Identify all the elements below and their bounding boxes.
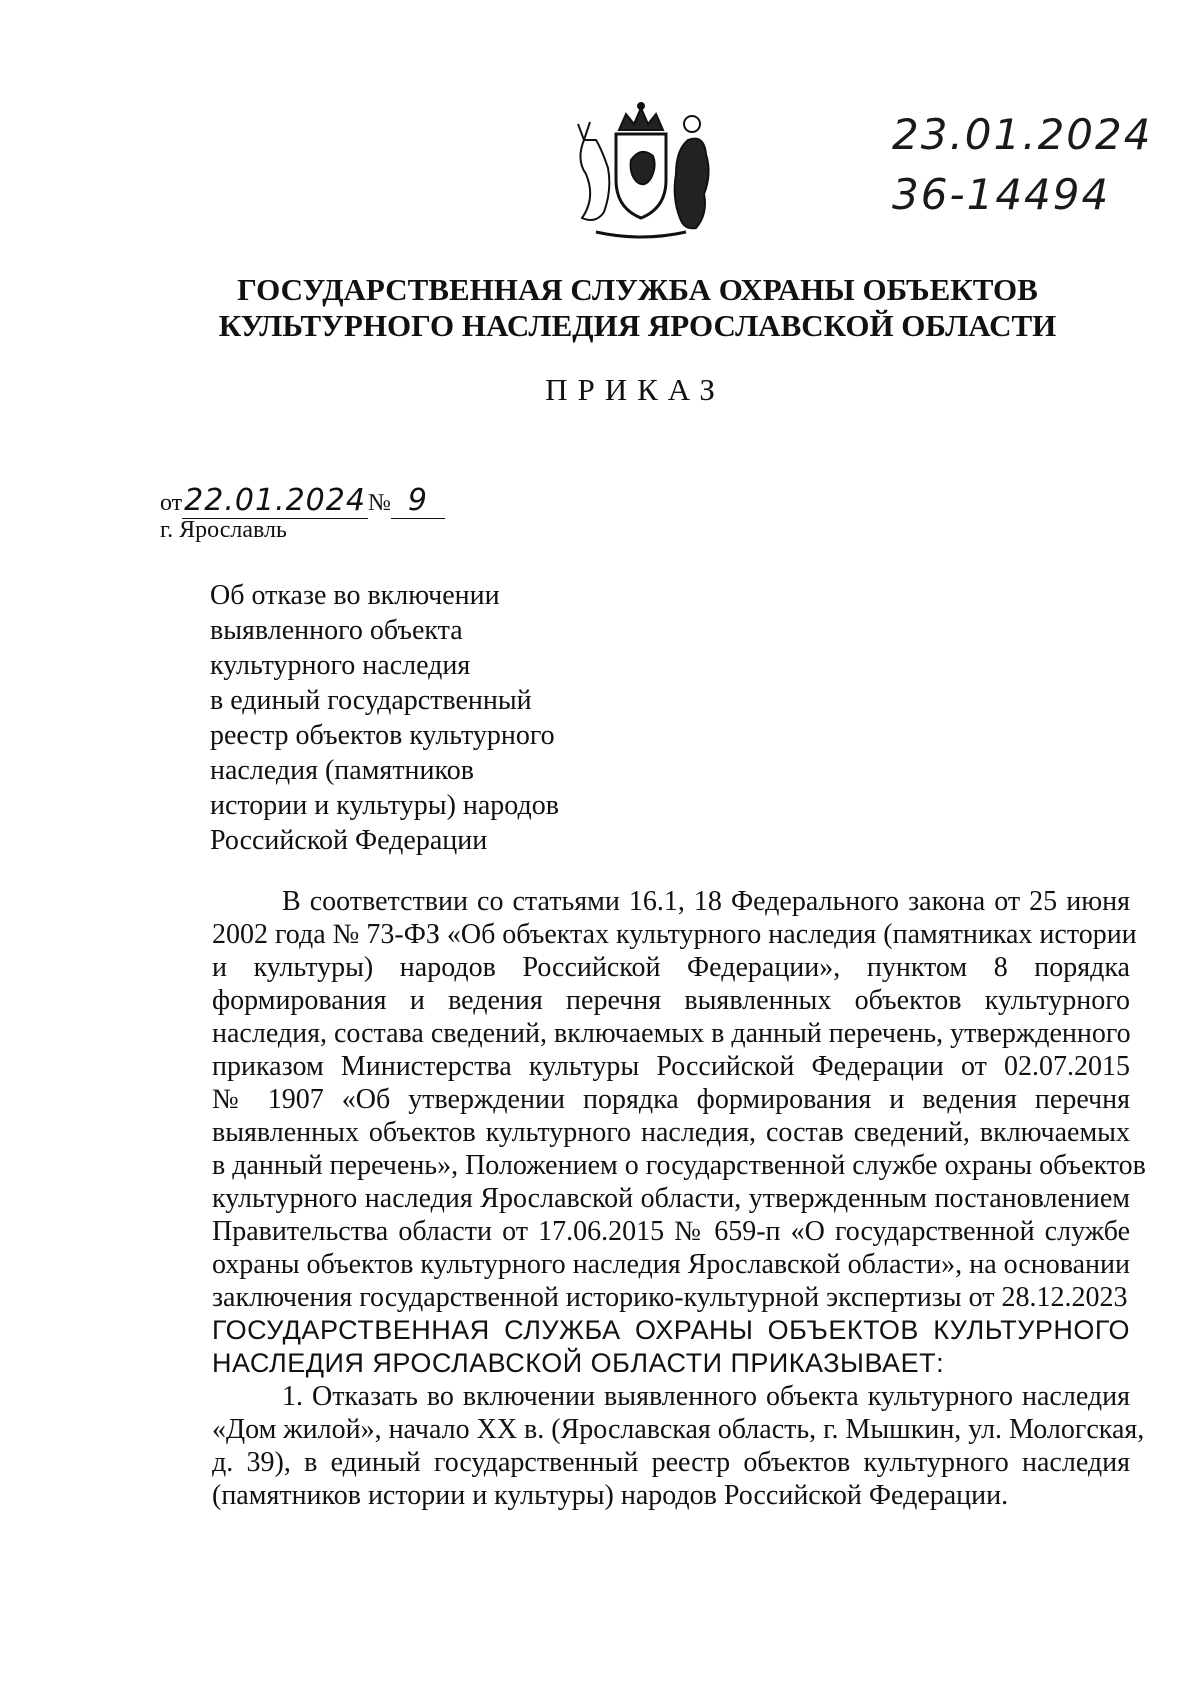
number-label: № — [367, 490, 391, 516]
subject-line: Об отказе во включении — [210, 580, 500, 611]
body-line: выявленных объектов культурного наследия, состав сведений, включаемых — [212, 1117, 1130, 1148]
order-body — [212, 885, 1146, 1512]
body-line: наследия, состава сведений, включаемых в данный перечень, утвержденного — [212, 1018, 1131, 1049]
orders-heading-line: ГОСУДАРСТВЕННАЯ СЛУЖБА ОХРАНЫ ОБЪЕКТОВ КУЛЬТУРНОГО — [212, 1315, 1130, 1345]
item1-line: «Дом жилой», начало XX в. (Ярославская область, г. Мышкин, ул. Мологская, — [212, 1414, 1145, 1445]
item1-line: (памятников истории и культуры) народов Российской Федерации. — [212, 1480, 1009, 1511]
city: г. Ярославль — [160, 517, 287, 543]
body-line: культурного наследия Ярославской области, утвержденным постановлением — [212, 1183, 1130, 1214]
coat-of-arms-emblem — [556, 100, 726, 250]
order-date: 22.01.2024 — [184, 483, 366, 518]
body-line: заключения государственной историко-культурной экспертизы от 28.12.2023 — [212, 1282, 1128, 1313]
order-subject — [210, 578, 630, 858]
handwritten-registration-date: 23.01.2024 — [892, 110, 1153, 159]
item1-line: д. 39), в единый государственный реестр объектов культурного наследия — [212, 1447, 1130, 1478]
item1-line: 1. Отказать во включении выявленного объекта культурного наследия — [282, 1381, 1130, 1412]
document-type: ПРИКАЗ — [545, 372, 725, 407]
subject-line: выявленного объекта — [210, 615, 463, 646]
subject-line: реестр объектов культурного — [210, 720, 555, 751]
org-line-2: КУЛЬТУРНОГО НАСЛЕДИЯ ЯРОСЛАВСКОЙ ОБЛАСТИ — [218, 308, 1057, 343]
body-line: охраны объектов культурного наследия Ярославской области», на основании — [212, 1249, 1130, 1280]
body-line: приказом Министерства культуры Российской Федерации от 02.07.2015 — [212, 1051, 1130, 1082]
order-number: 9 — [391, 483, 445, 519]
subject-line: культурного наследия — [210, 650, 471, 681]
orders-heading-line: НАСЛЕДИЯ ЯРОСЛАВСКОЙ ОБЛАСТИ ПРИКАЗЫВАЕТ: — [212, 1348, 945, 1378]
org-line-1: ГОСУДАРСТВЕННАЯ СЛУЖБА ОХРАНЫ ОБЪЕКТОВ — [237, 272, 1038, 307]
body-line: формирования и ведения перечня выявленных объектов культурного — [212, 985, 1130, 1016]
subject-line: в единый государственный — [210, 685, 532, 716]
body-line: В соответствии со статьями 16.1, 18 Федерального закона от 25 июня — [282, 886, 1130, 917]
body-line: в данный перечень», Положением о государственной службе охраны объектов — [212, 1150, 1146, 1181]
body-line: 2002 года № 73-ФЗ «Об объектах культурного наследия (памятниках истории — [212, 919, 1137, 950]
subject-line: Российской Федерации — [210, 825, 488, 856]
body-line: и культуры) народов Российской Федерации», пунктом 8 порядка — [212, 952, 1130, 983]
body-line: № 1907 «Об утверждении порядка формирования и ведения перечня — [212, 1084, 1130, 1115]
subject-line: наследия (памятников — [210, 755, 474, 786]
order-date-number — [160, 483, 445, 519]
from-label: от — [160, 490, 183, 516]
handwritten-registration-number: 36-14494 — [892, 170, 1111, 219]
body-line: Правительства области от 17.06.2015 № 659-п «О государственной службе — [212, 1216, 1130, 1247]
organization-title — [200, 272, 1075, 344]
subject-line: истории и культуры) народов — [210, 790, 559, 821]
